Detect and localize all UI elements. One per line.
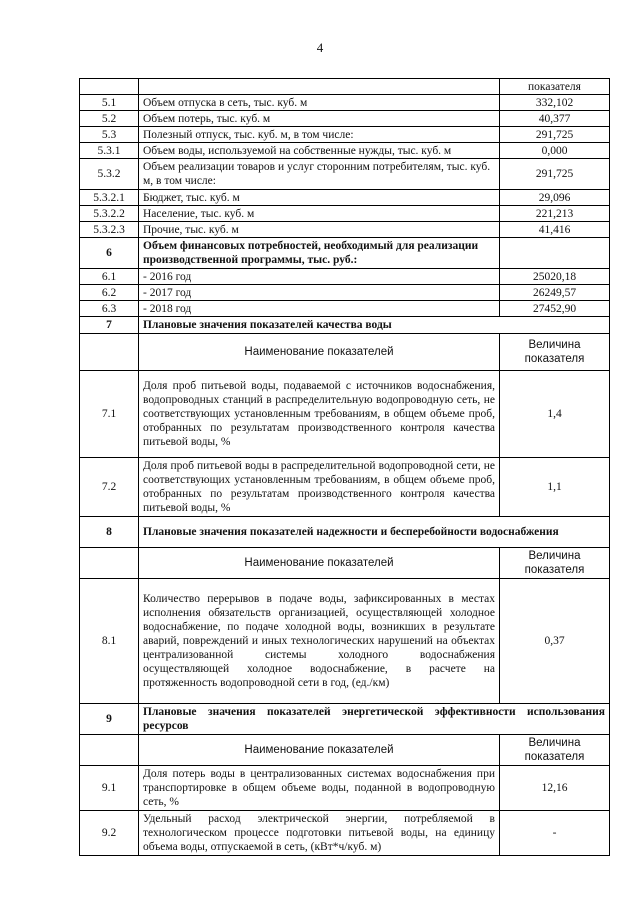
row-value: 0,000 bbox=[500, 143, 610, 159]
table-row bbox=[80, 269, 610, 285]
row-number: 9.2 bbox=[80, 811, 139, 856]
row-text: Объем потерь, тыс. куб. м bbox=[139, 111, 500, 127]
row-number: 5.1 bbox=[80, 95, 139, 111]
row-value: 12,16 bbox=[500, 766, 610, 811]
section-7-heading bbox=[80, 317, 610, 334]
row-number: 5.2 bbox=[80, 111, 139, 127]
row-number: 7.2 bbox=[80, 458, 139, 517]
table-row bbox=[80, 95, 610, 111]
table-row bbox=[80, 766, 610, 811]
cell-empty bbox=[80, 735, 139, 766]
section-number: 9 bbox=[80, 704, 139, 735]
row-number: 5.3.2.2 bbox=[80, 206, 139, 222]
row-text: Объем отпуска в сеть, тыс. куб. м bbox=[139, 95, 500, 111]
row-value: 1,4 bbox=[500, 371, 610, 458]
table-row bbox=[80, 458, 610, 517]
table-row bbox=[80, 206, 610, 222]
table-header-tail bbox=[80, 79, 610, 95]
cell-empty bbox=[80, 548, 139, 579]
row-number: 6.2 bbox=[80, 285, 139, 301]
row-value: 41,416 bbox=[500, 222, 610, 238]
row-text: Доля проб питьевой воды, подаваемой с источников водоснабжения, водопроводных станций в распределительную водопроводную сеть, не соответствующих установленным требованиям, в общем объеме проб, отобранных по результатам производственного контроля качества питьевой воды, % bbox=[139, 371, 500, 458]
column-header-row bbox=[80, 334, 610, 371]
section-number: 8 bbox=[80, 517, 139, 548]
row-text: Доля проб питьевой воды в распределительной водопроводной сети, не соответствующих установленным требованиям, в общем объеме проб, отобранных по результатам производственного контроля качества питьевой воды, % bbox=[139, 458, 500, 517]
col-name-header: Наименование показателей bbox=[139, 548, 500, 579]
row-value: 332,102 bbox=[500, 95, 610, 111]
column-header-row bbox=[80, 735, 610, 766]
row-value: 29,096 bbox=[500, 190, 610, 206]
table-row bbox=[80, 222, 610, 238]
value-header-tail: показателя bbox=[500, 79, 610, 95]
section-number: 6 bbox=[80, 238, 139, 269]
col-name-header: Наименование показателей bbox=[139, 735, 500, 766]
column-header-row bbox=[80, 548, 610, 579]
section-title: Плановые значения показателей надежности и бесперебойности водоснабжения bbox=[139, 517, 610, 548]
cell-empty bbox=[500, 238, 610, 269]
section-number: 7 bbox=[80, 317, 139, 334]
row-number: 8.1 bbox=[80, 579, 139, 704]
table-row bbox=[80, 190, 610, 206]
row-number: 6.3 bbox=[80, 301, 139, 317]
section-9-heading bbox=[80, 704, 610, 735]
row-value: 26249,57 bbox=[500, 285, 610, 301]
row-text: - 2016 год bbox=[139, 269, 500, 285]
row-value: 25020,18 bbox=[500, 269, 610, 285]
row-text: - 2017 год bbox=[139, 285, 500, 301]
row-value: 291,725 bbox=[500, 127, 610, 143]
row-number: 7.1 bbox=[80, 371, 139, 458]
row-number: 6.1 bbox=[80, 269, 139, 285]
section-title: Плановые значения показателей энергетической эффективности использования ресурсов bbox=[139, 704, 610, 735]
row-number: 5.3.2.3 bbox=[80, 222, 139, 238]
row-text: Бюджет, тыс. куб. м bbox=[139, 190, 500, 206]
row-text: Население, тыс. куб. м bbox=[139, 206, 500, 222]
row-text: Полезный отпуск, тыс. куб. м, в том числе: bbox=[139, 127, 500, 143]
table-row bbox=[80, 127, 610, 143]
row-text: - 2018 год bbox=[139, 301, 500, 317]
table-row bbox=[80, 301, 610, 317]
table-row bbox=[80, 579, 610, 704]
col-value-header: Величина показателя bbox=[500, 735, 610, 766]
row-number: 5.3.2.1 bbox=[80, 190, 139, 206]
row-text: Количество перерывов в подаче воды, зафиксированных в местах исполнения обязательств организацией, осуществляющей холодное водоснабжение, по подаче холодной воды, возникших в результате аварий, повреждений и иных технологических нарушений на объектах централизованной системы холодного водоснабжения осуществляющей холодное водоснабжение, в расчете на протяженность водопроводной сети в год, (ед./км) bbox=[139, 579, 500, 704]
page-number: 4 bbox=[316, 40, 324, 55]
table-row bbox=[80, 285, 610, 301]
cell-empty bbox=[80, 334, 139, 371]
row-text: Прочие, тыс. куб. м bbox=[139, 222, 500, 238]
row-text: Доля потерь воды в централизованных системах водоснабжения при транспортировке в общем объеме воды, поданной в водопроводную сеть, % bbox=[139, 766, 500, 811]
section-6-heading bbox=[80, 238, 610, 269]
section-8-heading bbox=[80, 517, 610, 548]
table-row bbox=[80, 811, 610, 856]
row-value: 27452,90 bbox=[500, 301, 610, 317]
table-row bbox=[80, 371, 610, 458]
row-value: 221,213 bbox=[500, 206, 610, 222]
row-text: Объем воды, используемой на собственные нужды, тыс. куб. м bbox=[139, 143, 500, 159]
row-value: 1,1 bbox=[500, 458, 610, 517]
table-row bbox=[80, 159, 610, 190]
col-name-header: Наименование показателей bbox=[139, 334, 500, 371]
row-value: 40,377 bbox=[500, 111, 610, 127]
row-value: - bbox=[500, 811, 610, 856]
row-number: 5.3.1 bbox=[80, 143, 139, 159]
row-value: 291,725 bbox=[500, 159, 610, 190]
program-table bbox=[79, 78, 610, 856]
row-number: 9.1 bbox=[80, 766, 139, 811]
col-value-header: Величина показателя bbox=[500, 334, 610, 371]
row-text: Удельный расход электрической энергии, потребляемой в технологическом процессе подготовки питьевой воды, на единицу объема воды, отпускаемой в сеть, (кВт*ч/куб. м) bbox=[139, 811, 500, 856]
row-number: 5.3.2 bbox=[80, 159, 139, 190]
table-row bbox=[80, 143, 610, 159]
cell-empty bbox=[139, 79, 500, 95]
col-value-header: Величина показателя bbox=[500, 548, 610, 579]
section-title: Плановые значения показателей качества воды bbox=[139, 317, 610, 334]
cell-empty bbox=[80, 79, 139, 95]
row-text: Объем реализации товаров и услуг сторонним потребителям, тыс. куб. м, в том числе: bbox=[139, 159, 500, 190]
row-value: 0,37 bbox=[500, 579, 610, 704]
table-row bbox=[80, 111, 610, 127]
section-title: Объем финансовых потребностей, необходимый для реализации производственной программы, тыс. руб.: bbox=[139, 238, 500, 269]
row-number: 5.3 bbox=[80, 127, 139, 143]
